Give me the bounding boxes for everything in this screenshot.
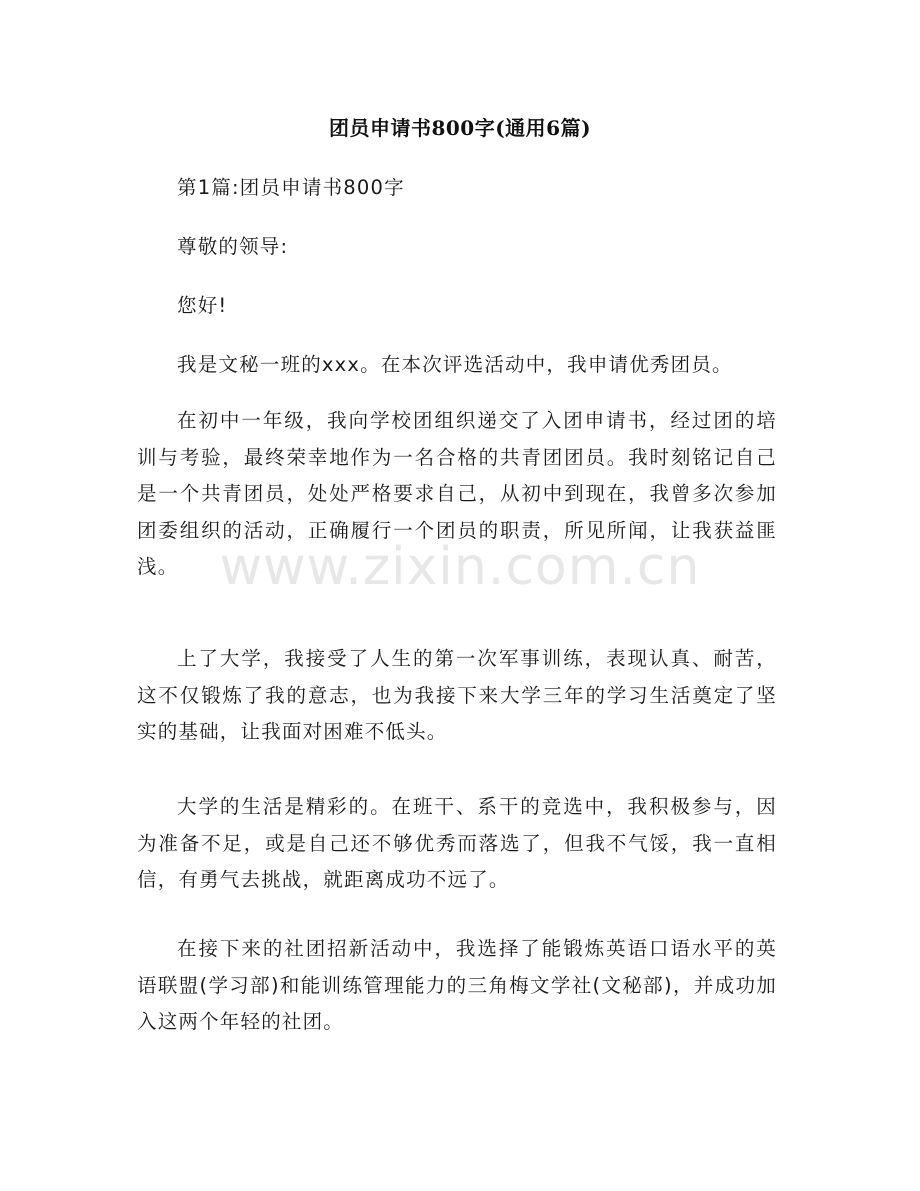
paragraph-military-training: 上了大学，我接受了人生的第一次军事训练，表现认真、耐苦，这不仅锻炼了我的意志，也为我接下来大学三年的学习生活奠定了坚实的基础，让我面对困难不低头。 [137,647,777,743]
paragraph-salutation: 尊敬的领导: [177,235,289,258]
paragraph-campus-life: 大学的生活是精彩的。在班干、系干的竞选中，我积极参与，因为准备不足，或是自己还不够优秀而落选了，但我不气馁，我一直相信，有勇气去挑战，就距离成功不远了。 [137,795,777,891]
watermark: www.zixin.com.cn [219,537,701,597]
paragraph-greeting: 您好! [177,294,228,317]
paragraph-section-heading: 第1篇:团员申请书800字 [177,176,405,199]
paragraph-junior-high: 在初中一年级，我向学校团组织递交了入团申请书，经过团的培训与考验，最终荣幸地作为一名合格的共青团团员。我时刻铭记自己是一个共青团员，处处严格要求自己，从初中到现在，我曾多次参加团委组织的活动，正确履行一个团员的职责，所见所闻，让我获益匪浅。 [137,409,777,578]
document-title: 团员申请书800字(通用6篇) [328,116,592,140]
paragraph-intro: 我是文秘一班的xxx。在本次评选活动中，我申请优秀团员。 [177,353,733,376]
paragraph-clubs: 在接下来的社团招新活动中，我选择了能锻炼英语口语水平的英语联盟(学习部)和能训练管理能力的三角梅文学社(文秘部)，并成功加入这两个年轻的社团。 [137,937,777,1033]
